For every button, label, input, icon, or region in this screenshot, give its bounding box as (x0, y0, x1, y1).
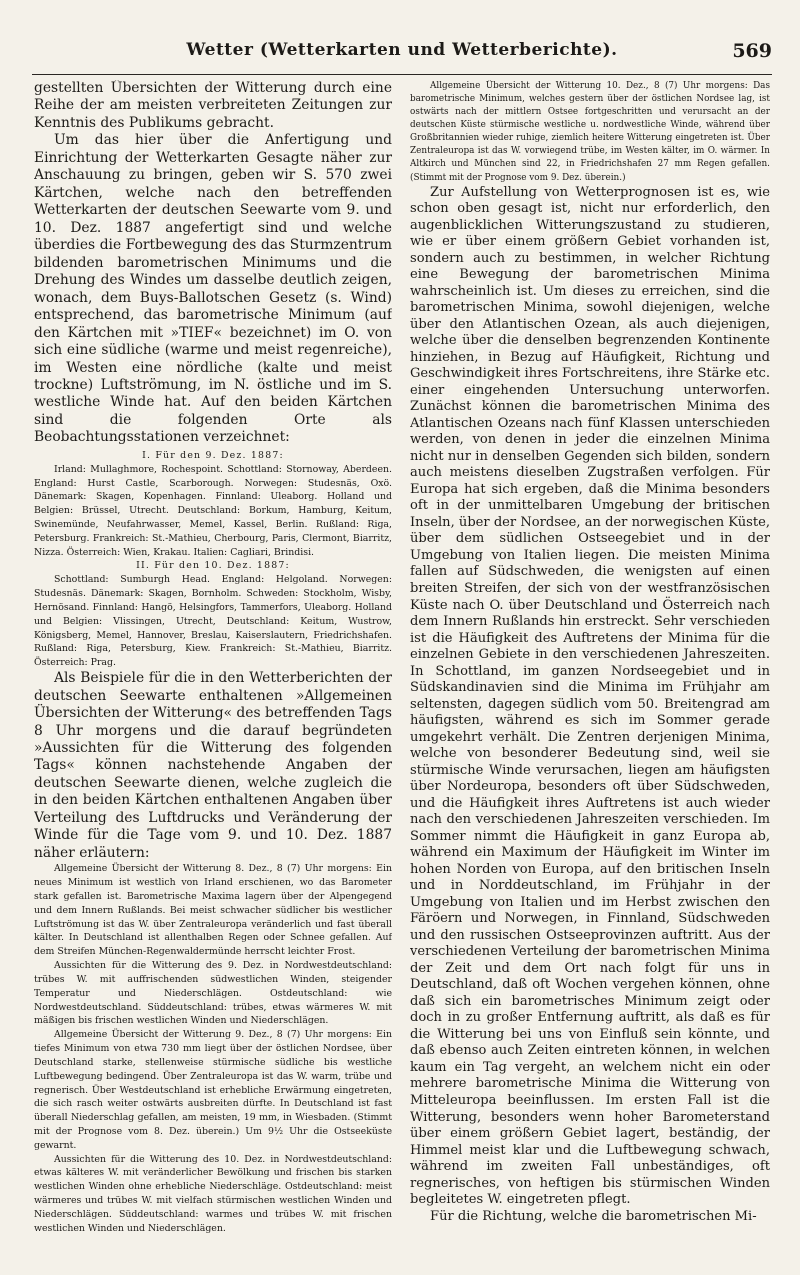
intro-paragraph: gestellten Übersichten der Witterung durch eine Reihe der am meisten verbreiteten Zeitungen zur Kenntnis des Publikums gebracht. (34, 80, 392, 131)
forecast-methods-paragraph: Zur Aufstellung von Wetterprognosen ist es, wie schon oben gesagt ist, nicht nur erforderlich, den augenblicklichen Witterungszustand zu studieren, wie er über einem größern Gebiet vorhanden ist, sondern auch zu bestimmen, in welcher Richtung eine Bewegung der barometrischen Minima wahrscheinlich ist. Um dieses zu erreichen, sind die barometrischen Minima, sowohl diejenigen, welche über den Atlantischen Ozean, als auch diejenigen, welche über die denselben begrenzenden Kontinente hinziehen, in Bezug auf Häufigkeit, Richtung und Geschwindigkeit ihres Fortschreitens, ihre Stärke etc. einer eingehenden Untersuchung unterworfen. Zunächst können die barometrischen Minima des Atlantischen Ozeans nach fünf Klassen unterschieden werden, von denen in jeder die einzelnen Minima nicht nur in denselben Gegenden sich bilden, sondern auch meistens dieselben Zugstraßen verfolgen. Für Europa hat sich ergeben, daß die Minima besonders oft in der unmittelbaren Umgebung der britischen Inseln, über der Nordsee, an der norwegischen Küste, über dem südlichen Ostseegebiet und in der Umgebung von Italien liegen. Die meisten Minima fallen auf Südschweden, die wenigsten auf einen breiten Streifen, der sich von der westfranzösischen Küste nach O. über Deutschland und Österreich nach dem Innern Rußlands hin erstreckt. Sehr verschieden ist die Häufigkeit des Auftretens der Minima für die einzelnen Gebiete in den verschiedenen Jahreszeiten. In Schottland, im ganzen Nordseegebiet und in Südskandinavien sind die Minima im Frühjahr am seltensten, dagegen südlich vom 50. Breitengrad am häufigsten, während es sich im Sommer gerade umgekehrt verhält. Die Zentren derjenigen Minima, welche von besonderer Bedeutung sind, weil sie stürmische Winde verursachen, liegen am häufigsten über Nordeuropa, besonders oft über Südschweden, und die Häufigkeit ihres Auftretens ist auch wieder nach den verschiedenen Jahreszeiten verschieden. Im Sommer nimmt die Häufigkeit in ganz Europa ab, während ein Maximum der Häufigkeit im Winter im hohen Norden von Europa, auf den britischen Inseln und in Norddeutschland, im Frühjahr in der Umgebung von Italien und im Herbst zwischen den Färöern und Norwegen, in Finnland, Südschweden und den russischen Ostseeprovinzen auftritt. Aus der verschiedenen Verteilung der barometrischen Minima der Zeit und dem Ort nach folgt für uns in Deutschland, daß oft Wochen vergehen können, ohne daß sich ein barometrisches Minimum zeigt oder doch in zu großer Entfernung auftritt, als daß es für die Witterung bei uns von Einfluß sein könnte, und daß ebenso auch Zeiten eintreten können, in welchen kaum ein Tag vergeht, an welchem nicht ein oder mehrere barometrische Minima die Witterung von Mitteleuropa beeinflussen. Im ersten Fall ist die Witterung, besonders wenn hoher Barometerstand über einem größern Gebiet lagert, beständig, der Himmel meist klar und die Luftbewegung schwach, während im zweiten Fall unbeständiges, oft regnerisches, von heftigen bis stürmischen Winden begleitetes W. eingetreten pflegt. (410, 184, 770, 1208)
station-list-heading-2: II. Für den 10. Dez. 1887: (136, 560, 290, 572)
station-list-1: Irland: Mullaghmore, Rochespoint. Schottland: Stornoway, Aberdeen. England: Hurst Castle, Scarborough. Norwegen: Studesnäs, Oxö. Dänemark: Skagen, Kopenhagen. Finnland: Uleaborg. Holland und Belgien: Brüssel, Utrecht. Deutschland: Borkum, Hamburg, Keitum, Swinemünde, Neufahrwasser, Memel, Kassel, Berlin. Rußland: Riga, Petersburg. Frankreich: St.-Mathieu, Cherbourg, Paris, Clermont, Biarritz, Nizza. Österreich: Wien, Krakau. Italien: Cagliari, Brindisi. (34, 463, 392, 558)
station-list-heading-1: I. Für den 9. Dez. 1887: (142, 449, 284, 461)
weather-reports-paragraph: Als Beispiele für die in den Wetterberichten der deutschen Seewarte enthaltenen »Allgemeinen Übersichten der Witterung« des betreffenden Tags 8 Uhr morgens und die darauf begründeten »Aussichten für die Witterung des folgenden Tags« können nachstehende Angaben der deutschen Seewarte dienen, welche zugleich die in den beiden Kärtchen enthaltenen Angaben über Verteilung des Luftdrucks und Veränderung der Winde für die Tage vom 9. und 10. Dez. 1887 näher erläutern: (34, 670, 392, 861)
header-rule (32, 74, 772, 75)
forecast-dec-10: Aussichten für die Witterung des 10. Dez. in Nordwestdeutschland: etwas kälteres W. mit veränderlicher Bewölkung und frischen bis starken westlichen Winden ohne erhebliche Niederschläge. Ostdeutschland: meist wärmeres und trübes W. mit vielfach stürmischen westlichen Winden und Niederschlägen. Süddeutschland: warmes und trübes W. mit frischen westlichen Winden und Niederschlägen. (34, 1153, 392, 1234)
left-column (34, 80, 392, 1240)
forecast-dec-9: Aussichten für die Witterung des 9. Dez. in Nordwestdeutschland: trübes W. mit auffrischenden südwestlichen Winden, steigender Temperatur und Niederschlägen. Ostdeutschland: wie Nordwestdeutschland. Süddeutschland: trübes, etwas wärmeres W. mit mäßigen bis frischen westlichen Winden und Niederschlägen. (34, 960, 392, 1027)
weather-maps-paragraph: Um das hier über die Anfertigung und Einrichtung der Wetterkarten Gesagte näher zur Anschauung zu bringen, geben wir S. 570 zwei Kärtchen, welche nach den betreffenden Wetterkarten der deutschen Seewarte vom 9. und 10. Dez. 1887 angefertigt sind und welche überdies die Fortbewegung des das Sturmzentrum bildenden barometrischen Minimums und die Drehung des Windes um dasselbe deutlich zeigen, wonach, dem Buys-Ballotschen Gesetz (s. Wind) entsprechend, das barometrische Minimum (auf den Kärtchen mit »TIEF« bezeichnet) im O. von sich eine südliche (warme und meist regenreiche), im Westen eine nördliche (kalte und meist trockne) Luftströmung, im N. östliche und im S. westliche Winde hat. Auf den beiden Kärtchen sind die folgenden Orte als Beobachtungsstationen verzeichnet: (34, 132, 392, 446)
overview-dec-9: Allgemeine Übersicht der Witterung 9. Dez., 8 (7) Uhr morgens: Ein tiefes Minimum von etwa 730 mm liegt über der östlichen Nordsee, über Deutschland starke, stellenweise stürmische südliche bis westliche Luftbewegung bedingend. Über Zentraleuropa ist das W. warm, trübe und regnerisch. Über Westdeutschland ist erhebliche Erwärmung eingetreten, die sich rasch weiter ostwärts ausbreiten dürfte. In Deutschland ist fast überall Niederschlag gefallen, am meisten, 19 mm, in Wiesbaden. (Stimmt mit der Prognose vom 8. Dez. überein.) Um 9½ Uhr die Ostseeküste gewarnt. (34, 1029, 392, 1151)
station-list-2: Schottland: Sumburgh Head. England: Helgoland. Norwegen: Studesnäs. Dänemark: Skagen, Bornholm. Schweden: Stockholm, Wisby, Hernösand. Finnland: Hangö, Helsingfors, Tammerfors, Uleaborg. Holland und Belgien: Vlissingen, Utrecht, Deutschland: Keitum, Wustrow, Königsberg, Memel, Hannover, Breslau, Kaiserslautern, Friedrichshafen. Rußland: Riga, Petersburg, Kiew. Frankreich: St.-Mathieu, Biarritz. Österreich: Prag. (34, 574, 392, 669)
overview-dec-8: Allgemeine Übersicht der Witterung 8. Dez., 8 (7) Uhr morgens: Ein neues Minimum ist westlich von Irland erschienen, wo das Barometer stark gefallen ist. Barometrische Maxima lagern über der Alpengegend und dem Innern Rußlands. Bei meist schwacher südlicher bis westlicher Luftströmung ist das W. über Zentraleuropa veränderlich und fast überall kälter. In Deutschland ist allenthalben Regen oder Schnee gefallen. Auf dem Streifen München-Regenwaldermünde herrscht leichter Frost. (34, 863, 392, 958)
overview-dec-10: Allgemeine Übersicht der Witterung 10. Dez., 8 (7) Uhr morgens: Das barometrische Minimum, welches gestern über der östlichen Nordsee lag, ist ostwärts nach der mittlern Ostsee fortgeschritten und verursacht an der deutschen Küste stürmische westliche u. nordwestliche Winde, während über Großbritannien wieder ruhige, ziemlich heitere Witterung eingetreten ist. Über Zentraleuropa ist das W. vorwiegend trübe, im Westen kälter, im O. wärmer. In Altkirch und München sind 22, in Friedrichshafen 27 mm Regen gefallen. (Stimmt mit der Prognose vom 9. Dez. überein.) (410, 81, 770, 183)
running-title: Wetter (Wetterkarten und Wetterberichte). (186, 40, 618, 60)
page-number: 569 (732, 40, 772, 62)
page-header (32, 40, 772, 70)
direction-paragraph: Für die Richtung, welche die barometrischen Mi- (430, 1208, 757, 1224)
right-column (410, 80, 770, 1240)
